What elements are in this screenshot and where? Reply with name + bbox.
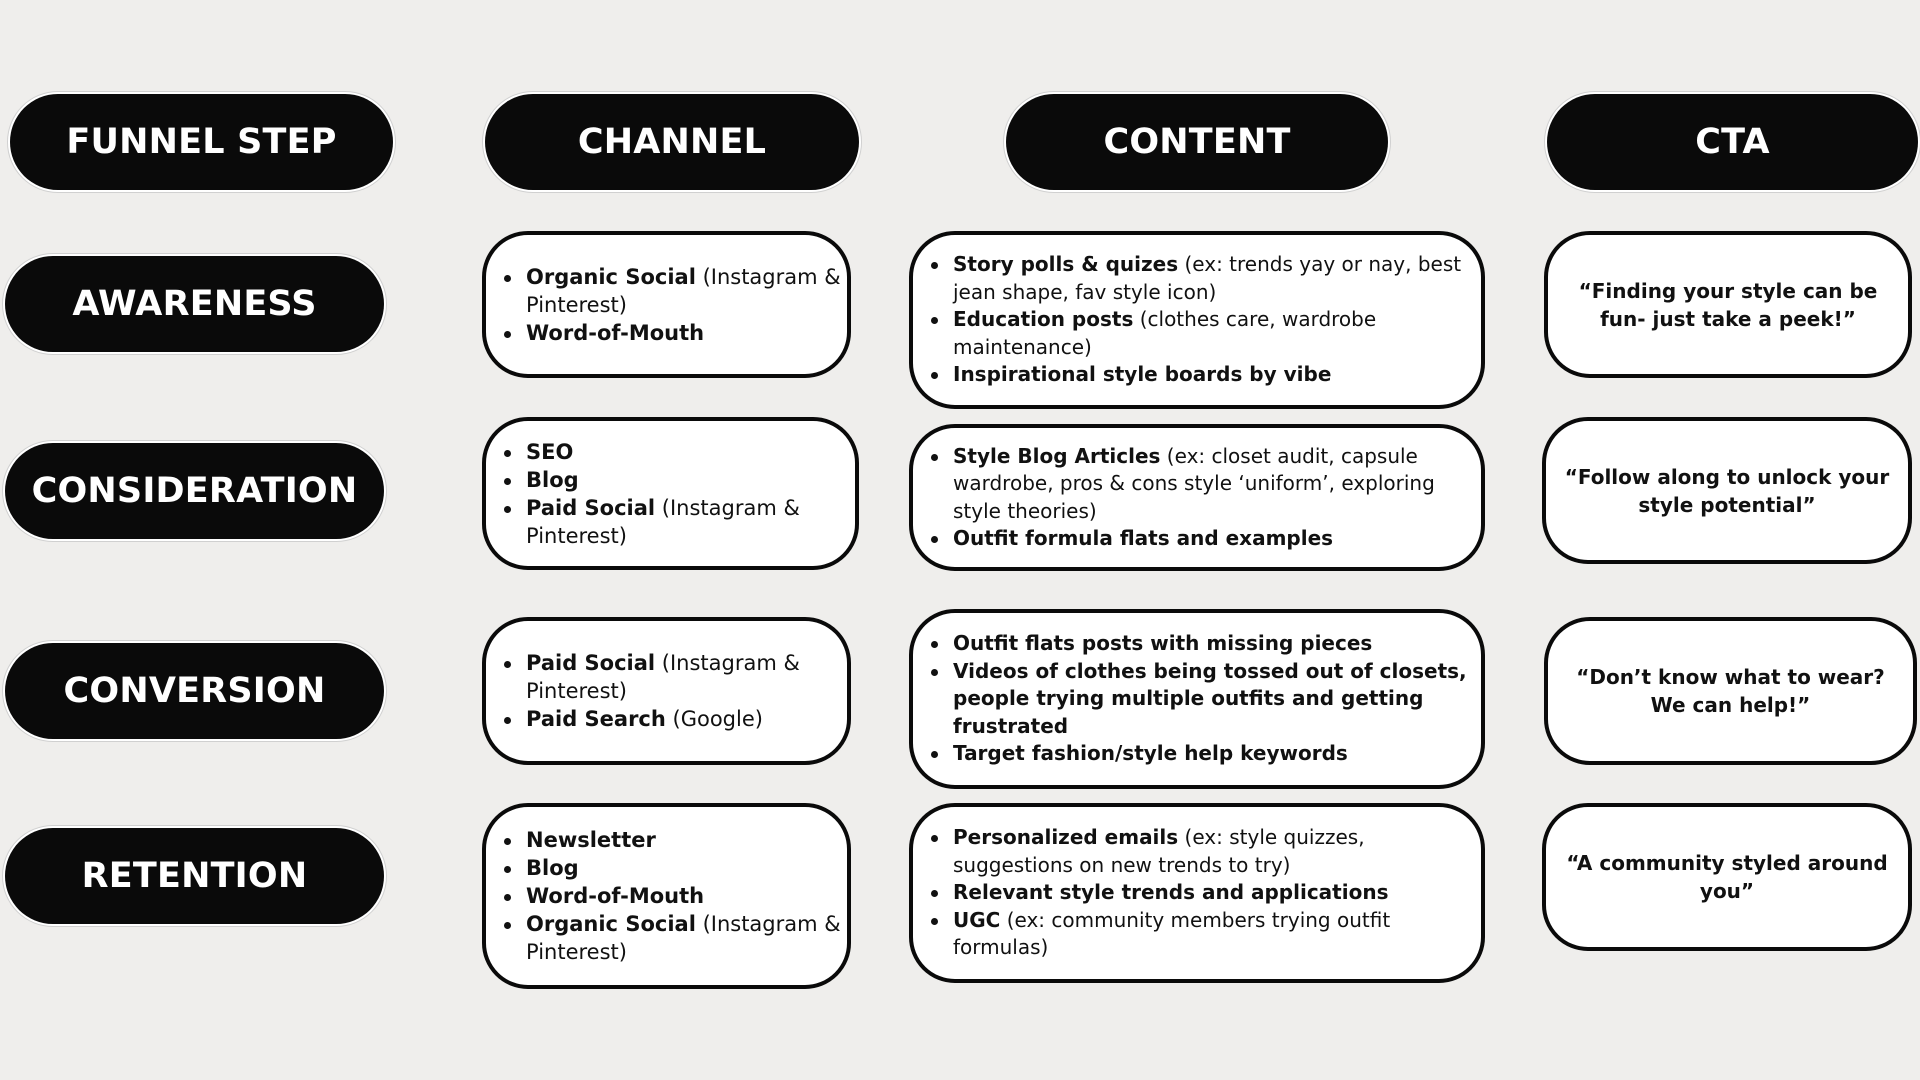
funnel-step-retention: [5, 828, 384, 924]
channel-list: [486, 438, 855, 550]
cta-text: “Don’t know what to wear? We can help!”: [1576, 665, 1885, 717]
channel-box-consideration: [482, 417, 859, 570]
list-item: [953, 630, 1481, 658]
list-item: [953, 443, 1481, 526]
header-channel-label: CHANNEL: [577, 122, 767, 162]
header-cta: [1547, 94, 1918, 190]
list-item: [953, 525, 1481, 553]
funnel-step-conversion: [5, 643, 384, 739]
content-list: [913, 251, 1481, 389]
content-list: [913, 824, 1481, 962]
list-item: [526, 438, 855, 466]
content-list: [913, 630, 1481, 768]
list-item: [953, 824, 1481, 879]
list-item: [526, 826, 847, 854]
header-content-label: CONTENT: [1103, 122, 1291, 162]
content-box-consideration: [909, 424, 1485, 571]
channel-list: [486, 649, 847, 733]
cta-text: “Finding your style can be fun- just take a peek!”: [1578, 278, 1878, 331]
list-item: [953, 879, 1481, 907]
list-item-bold: Paid Search: [526, 707, 666, 731]
list-item: [526, 649, 847, 705]
list-item-bold: Relevant style trends and applications: [953, 880, 1389, 905]
content-box-conversion: [909, 609, 1485, 789]
list-item-rest: (ex: community members trying outfit formulas): [953, 907, 1391, 960]
cta-text: “Follow along to unlock your style potential”: [1564, 464, 1890, 517]
channel-box-retention: [482, 803, 851, 989]
cta-text: “A community styled around you”: [1566, 851, 1888, 903]
funnel-step-consideration: [5, 443, 384, 539]
list-item-bold: Blog: [526, 856, 579, 880]
list-item-bold: Inspirational style boards by vibe: [953, 362, 1332, 387]
list-item: [953, 740, 1481, 768]
header-content: [1006, 94, 1388, 190]
list-item-rest: (ex: style quizzes, suggestions on new trends to try): [953, 825, 1365, 877]
list-item-rest: (Instagram & Pinterest): [526, 912, 841, 964]
list-item-bold: Outfit formula flats and examples: [953, 526, 1334, 550]
list-item: [526, 263, 847, 319]
list-item-bold: Paid Social: [526, 495, 656, 520]
content-box-retention: [909, 803, 1485, 983]
list-item-bold: Organic Social: [526, 264, 696, 289]
cta-box-consideration: [1542, 417, 1912, 564]
cta-box-awareness: [1544, 231, 1912, 378]
cta-box-retention: [1542, 803, 1912, 951]
funnel-step-awareness: [5, 256, 384, 352]
list-item: [526, 494, 855, 550]
list-item-bold: SEO: [526, 439, 574, 464]
list-item-bold: Newsletter: [526, 828, 656, 852]
list-item: [526, 466, 855, 494]
list-item-rest: (Instagram & Pinterest): [526, 495, 800, 548]
list-item-rest: (ex: closet audit, capsule wardrobe, pros & cons style ‘uniform’, exploring style theories): [953, 443, 1435, 523]
list-item-bold: Word-of-Mouth: [526, 884, 705, 908]
header-funnel-step: [10, 94, 393, 190]
channel-box-awareness: [482, 231, 851, 378]
list-item-bold: Word-of-Mouth: [526, 320, 705, 345]
header-channel: [485, 94, 859, 190]
funnel-step-label: CONVERSION: [63, 671, 326, 711]
funnel-step-label: RETENTION: [81, 856, 308, 896]
list-item-bold: Personalized emails: [953, 825, 1179, 850]
list-item-bold: Outfit flats posts with missing pieces: [953, 631, 1373, 656]
list-item: [526, 882, 847, 910]
list-item: [953, 361, 1481, 389]
funnel-step-label: AWARENESS: [72, 284, 317, 324]
channel-box-conversion: [482, 617, 851, 765]
list-item-rest: (Instagram & Pinterest): [526, 264, 841, 317]
list-item-rest: (ex: trends yay or nay, best jean shape, fav style icon): [953, 252, 1462, 304]
list-item: [953, 251, 1481, 306]
content-list: [913, 443, 1481, 553]
header-funnel-step-label: FUNNEL STEP: [66, 122, 337, 162]
list-item-rest: (Instagram & Pinterest): [526, 651, 800, 703]
list-item: [526, 319, 847, 347]
list-item-bold: Organic Social: [526, 912, 696, 936]
list-item-bold: UGC: [953, 907, 1001, 932]
list-item-rest: (clothes care, wardrobe maintenance): [953, 307, 1377, 359]
list-item: [526, 854, 847, 882]
content-box-awareness: [909, 231, 1485, 409]
list-item-bold: Story polls & quizes: [953, 252, 1179, 277]
list-item-bold: Paid Social: [526, 651, 656, 675]
list-item-bold: Videos of clothes being tossed out of closets, people trying multiple outfits and getting frustrated: [953, 658, 1467, 738]
list-item: [526, 705, 847, 733]
funnel-step-label: CONSIDERATION: [31, 471, 358, 511]
list-item-bold: Blog: [526, 467, 579, 492]
channel-list: [486, 826, 847, 966]
list-item-bold: Target fashion/style help keywords: [953, 741, 1348, 766]
list-item: [953, 907, 1481, 962]
list-item: [526, 910, 847, 966]
list-item: [953, 658, 1481, 741]
header-cta-label: CTA: [1695, 122, 1770, 162]
channel-list: [486, 263, 847, 347]
list-item-rest: (Google): [665, 707, 763, 731]
list-item-bold: Style Blog Articles: [953, 443, 1161, 468]
list-item: [953, 306, 1481, 361]
cta-box-conversion: [1544, 617, 1917, 765]
list-item-bold: Education posts: [953, 307, 1134, 332]
